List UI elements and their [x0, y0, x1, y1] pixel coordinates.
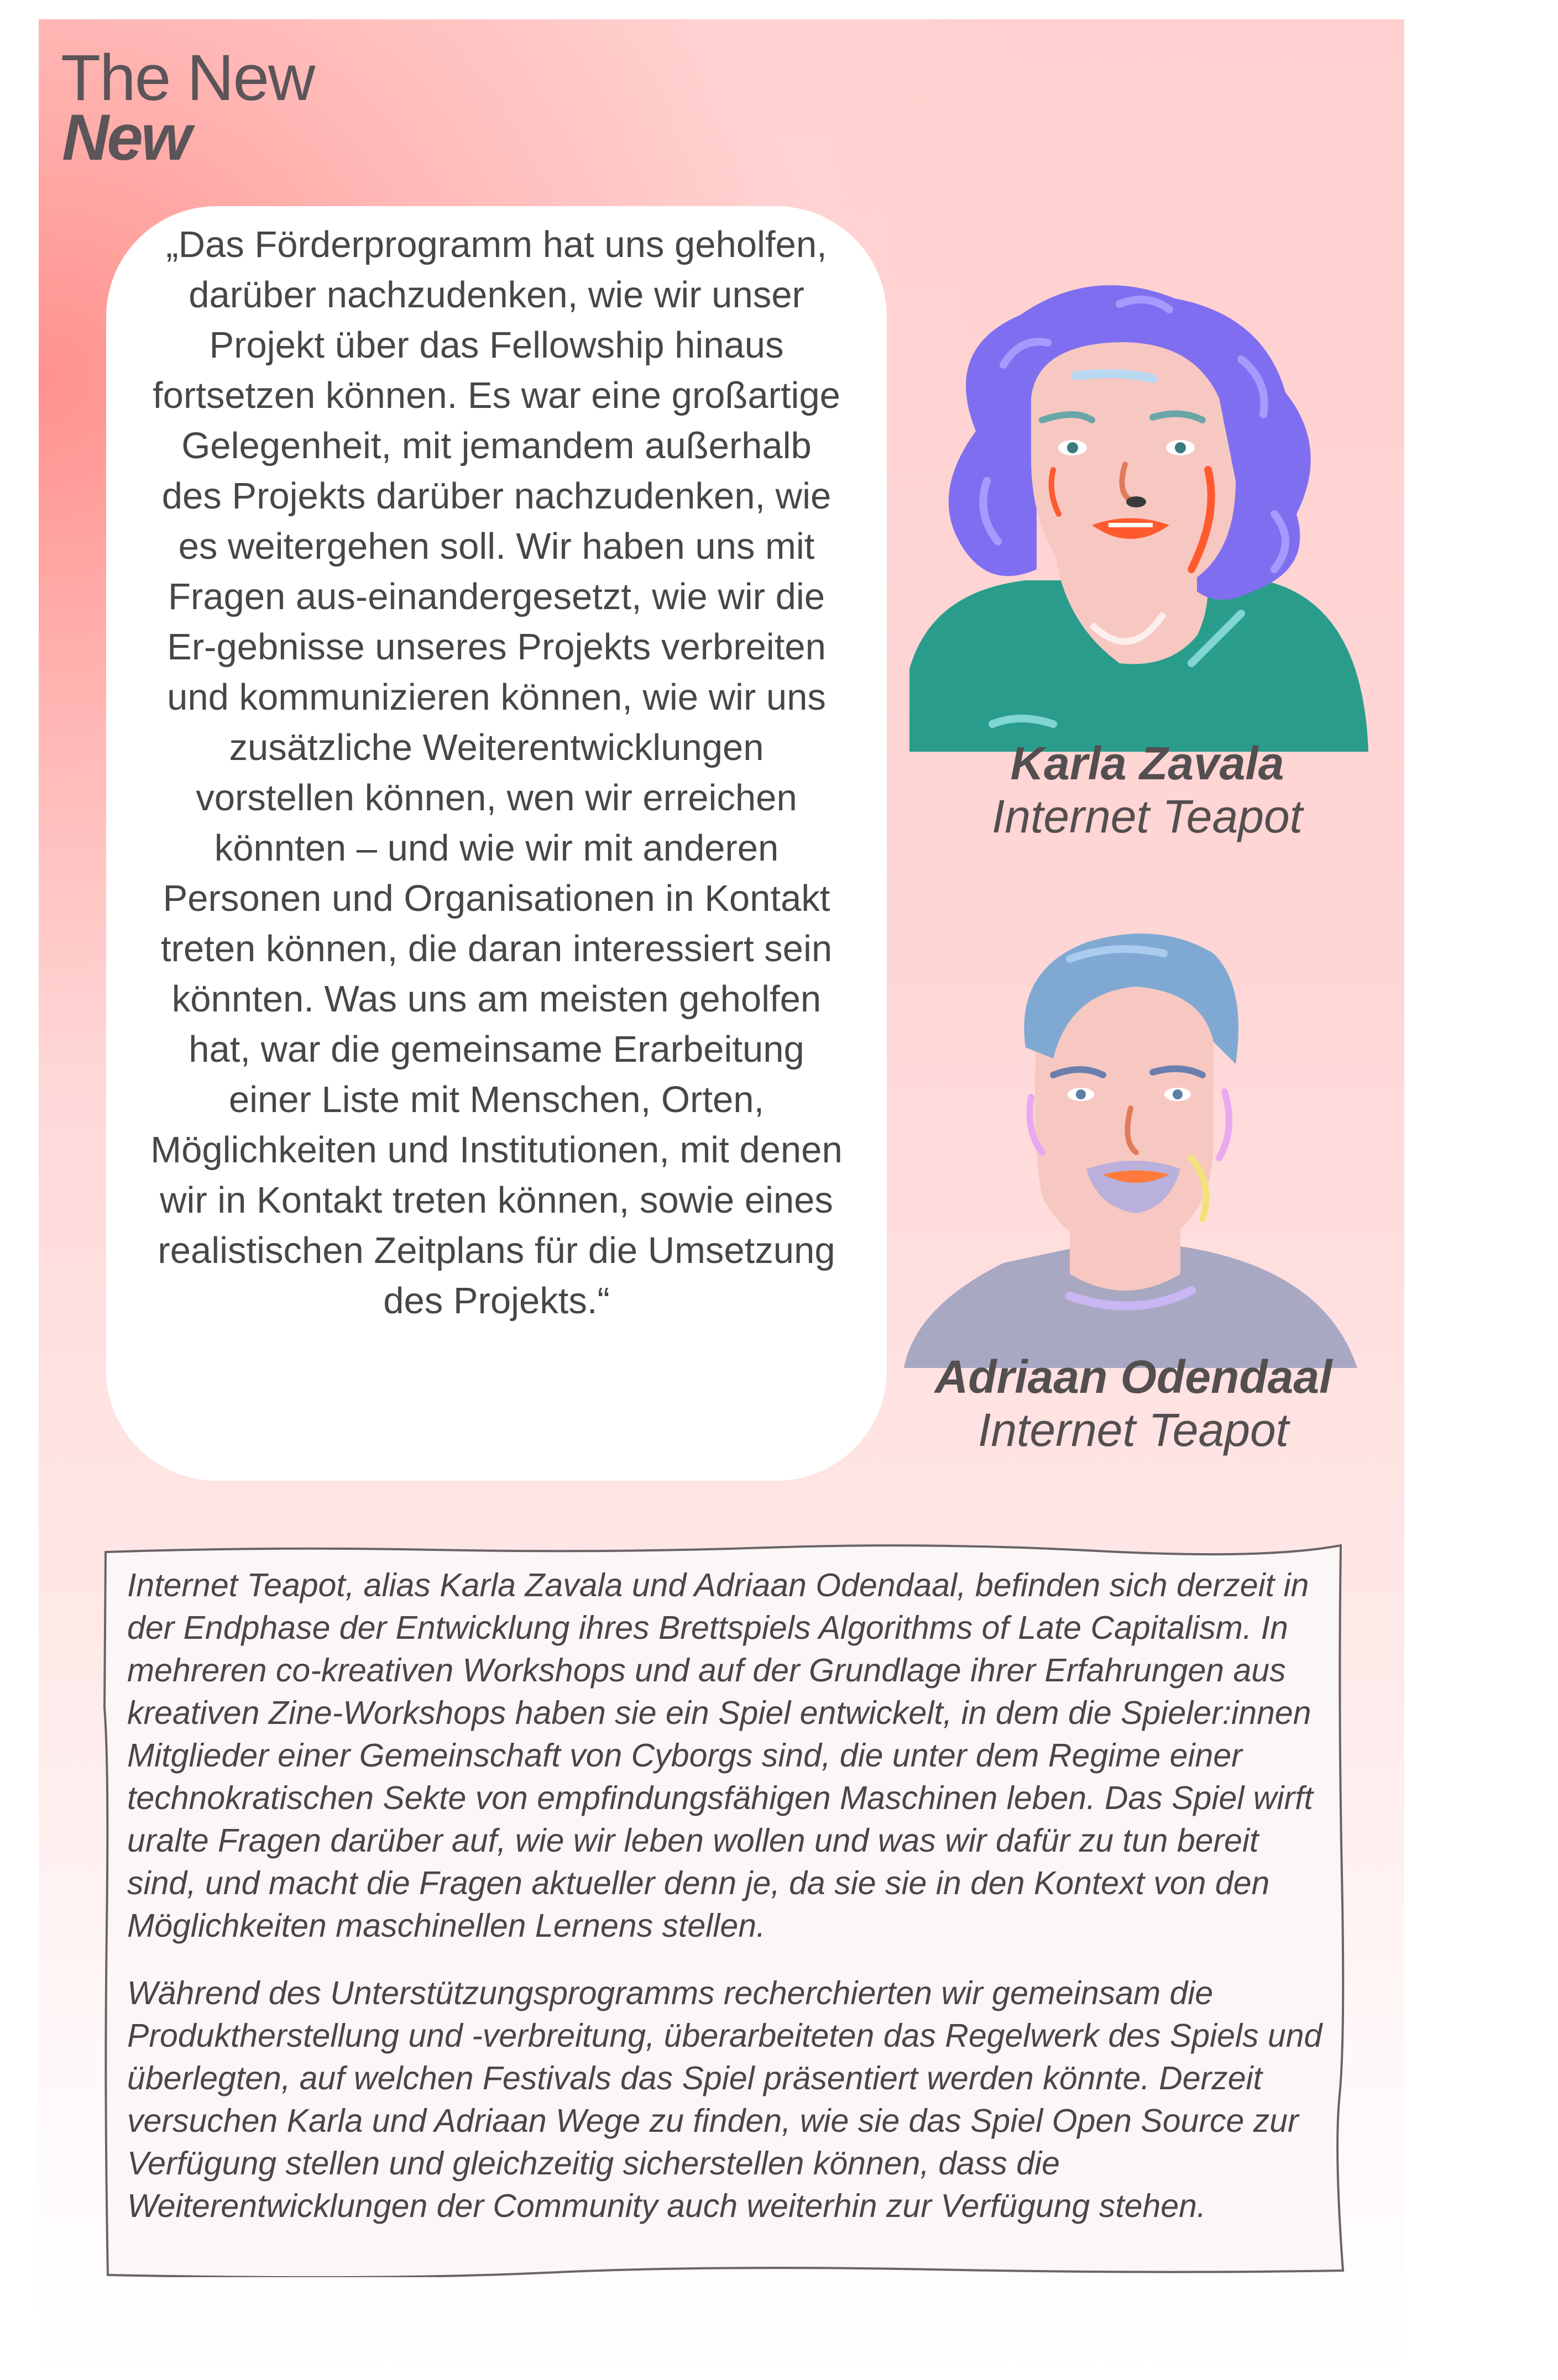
bio-text [127, 1564, 1324, 2252]
person-organisation: Internet Teapot [992, 790, 1303, 842]
logo-line-1: The New [61, 41, 315, 114]
logo [61, 41, 315, 174]
bio-box [102, 1542, 1346, 2277]
person-organisation: Internet Teapot [978, 1404, 1289, 1456]
person-adriaan [890, 1351, 1377, 1458]
quote-card [106, 206, 887, 1481]
karla-zavala-portrait [909, 282, 1390, 752]
person-karla [893, 738, 1402, 844]
person-name: Karla Zavala [1010, 737, 1284, 789]
quote-text: „Das Förderprogramm hat uns geholfen, darüber nachzudenken, wie wir unser Projekt über das Fellowship hinaus fortsetzen können. Es war eine großartige Gelegenheit, mit jemandem außerhalb des Projekts darüber nachzudenken, wie es weitergehen soll. Wir haben uns mit Fragen aus-einandergesetzt, wie wir die Er-gebnisse unseres Projekts verbreiten und kommunizieren können, wie wir uns zusätzliche Weiterentwicklungen vorstellen können, wen wir erreichen könnten – und wie wir mit anderen Personen und Organisationen in Kontakt treten können, die daran interessiert sein könnten. Was uns am meisten geholfen hat, war die gemeinsame Erarbeitung einer Liste mit Menschen, Orten, Möglichkeiten und Institutionen, mit denen wir in Kontakt treten können, sowie eines realistischen Zeitplans für die Umsetzung des Projekts.“ [150, 224, 843, 1322]
page-background [39, 19, 1404, 2380]
bio-paragraph-1: Internet Teapot, alias Karla Zavala und Adriaan Odendaal, befinden sich derzeit in der Endphase der Entwicklung ihres Brettspiels Algorithms of Late Capitalism. In mehreren co-kreativen Workshops und auf der Grundlage ihrer Erfahrungen aus kreativen Zine-Workshops haben sie ein Spiel entwickelt, in dem die Spieler:innen Mitglieder einer Gemeinschaft von Cyborgs sind, die unter dem Regime einer technokratischen Sekte von empfindungsfähigen Maschinen leben. Das Spiel wirft uralte Fragen darüber auf, wie wir leben wollen und was wir dafür zu tun bereit sind, und macht die Fragen aktueller denn je, da sie sie in den Kontext von den Möglichkeiten maschinellen Lernens stellen. [127, 1567, 1313, 1944]
person-name: Adriaan Odendaal [934, 1351, 1332, 1403]
adriaan-odendaal-portrait [904, 909, 1368, 1368]
bio-paragraph-2: Während des Unterstützungsprogramms recherchierten wir gemeinsam die Produktherstellung und -verbreitung, überarbeiteten das Regelwerk des Spiels und überlegten, auf welchen Festivals das Spiel präsentiert werden könnte. Derzeit versuchen Karla und Adriaan Wege zu finden, wie sie das Spiel Open Source zur Verfügung stellen und gleichzeitig sicherstellen können, dass die Weiterentwicklungen der Community auch weiterhin zur Verfügung stehen. [127, 1975, 1322, 2224]
logo-line-2: New [62, 101, 190, 174]
